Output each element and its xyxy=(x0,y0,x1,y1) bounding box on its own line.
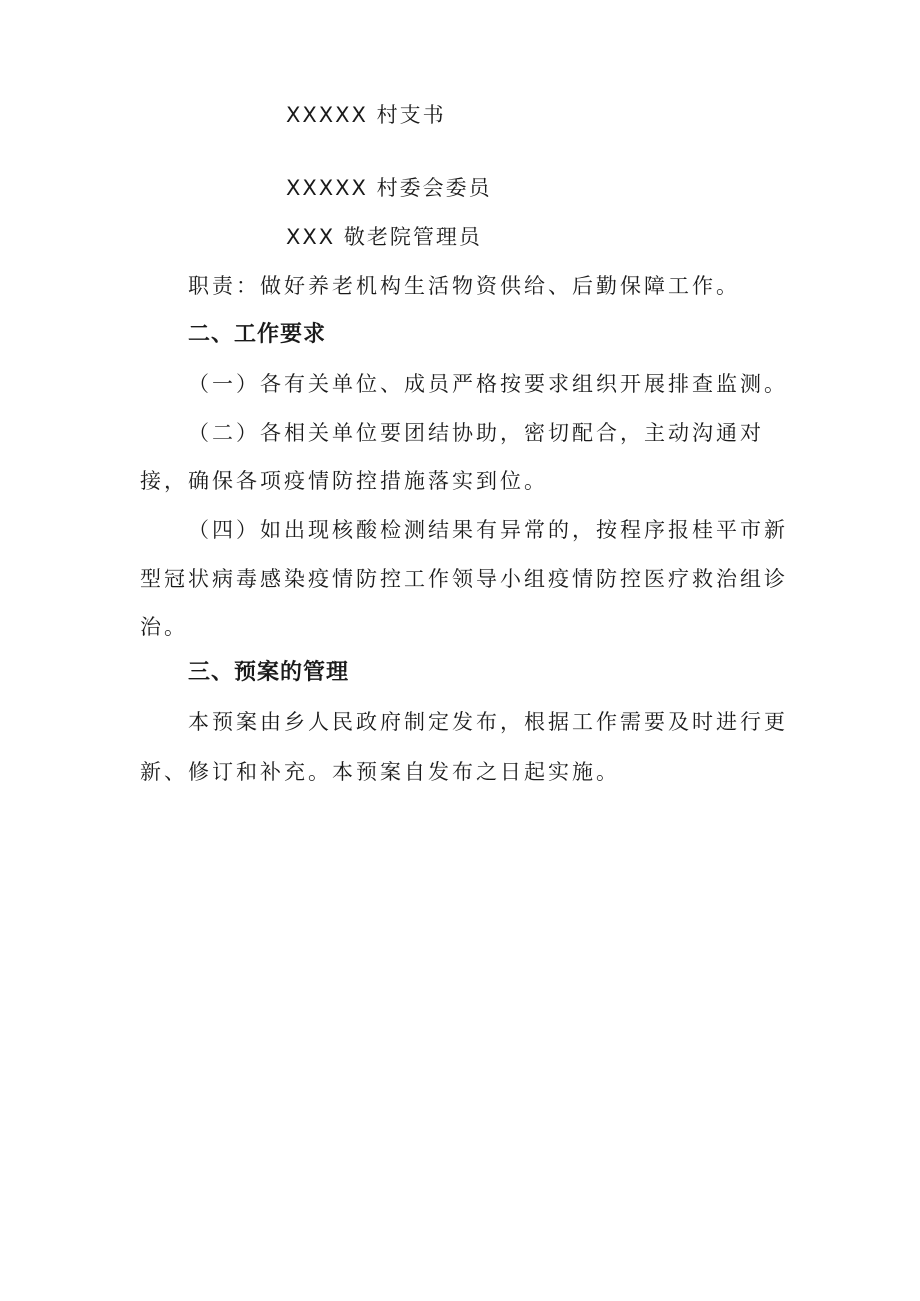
section-heading-plan-management: 三、预案的管理 xyxy=(188,660,350,685)
requirement-item-2-line-1: （二）各相关单位要团结协助，密切配合，主动沟通对 xyxy=(188,421,764,445)
member-village-secretary: XXXXX 村支书 xyxy=(286,103,446,127)
plan-management-line-2: 新、修订和补充。本预案自发布之日起实施。 xyxy=(140,760,620,784)
section-heading-work-requirements: 二、工作要求 xyxy=(188,322,327,347)
duty-statement: 职责：做好养老机构生活物资供给、后勤保障工作。 xyxy=(188,274,740,298)
member-nursing-home-admin: XXX 敬老院管理员 xyxy=(286,225,482,249)
requirement-item-4-line-2: 型冠状病毒感染疫情防控工作领导小组疫情防控医疗救治组诊 xyxy=(140,567,788,591)
requirement-item-2-line-2: 接，确保各项疫情防控措施落实到位。 xyxy=(140,469,548,493)
requirement-item-4-line-1: （四）如出现核酸检测结果有异常的，按程序报桂平市新 xyxy=(188,518,788,542)
member-village-committee: XXXXX 村委会委员 xyxy=(286,176,492,200)
plan-management-line-1: 本预案由乡人民政府制定发布，根据工作需要及时进行更 xyxy=(188,710,788,734)
requirement-item-1: （一）各有关单位、成员严格按要求组织开展排查监测。 xyxy=(188,372,788,396)
requirement-item-4-line-3: 治。 xyxy=(140,615,188,639)
